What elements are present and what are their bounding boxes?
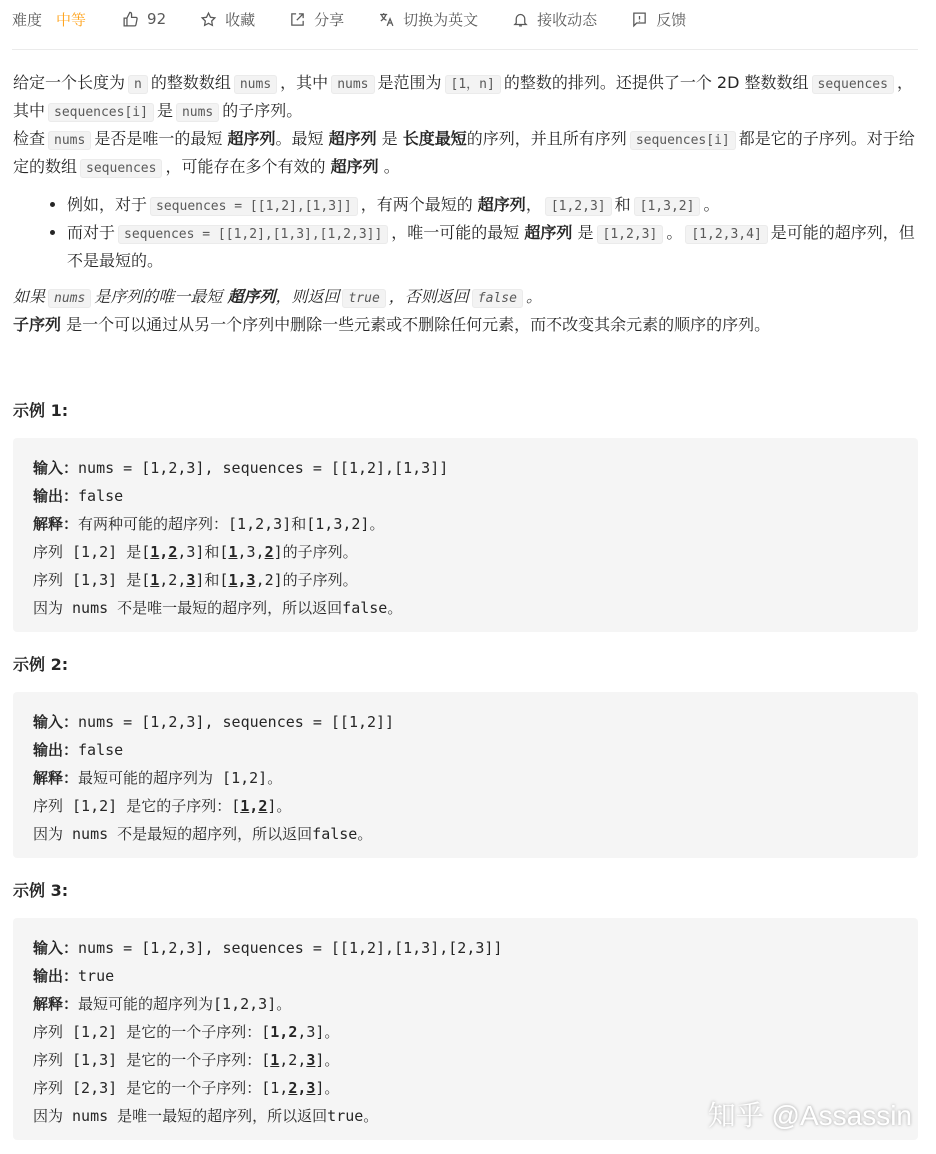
favorite-label: 收藏 — [225, 10, 256, 29]
explain-label: 解释： — [33, 769, 79, 787]
text: 。 — [666, 223, 683, 242]
text: ,3]。 — [297, 1023, 340, 1041]
text: ]。 — [315, 1051, 340, 1069]
inline-code: nums — [176, 103, 219, 122]
bold-term: 子序列 — [13, 315, 62, 334]
text: 序列 [1,2] 是它的子序列：[ — [33, 797, 241, 815]
highlight-digit: 1 — [270, 1051, 280, 1069]
inline-code: nums — [48, 131, 91, 150]
notify-button[interactable] — [512, 9, 597, 30]
output-value: false — [78, 741, 124, 759]
text: 序列 [1,2] 是它的一个子序列：[ — [33, 1023, 271, 1041]
output-label: 输出： — [33, 741, 79, 759]
text: 序列 [1,3] 是它的一个子序列：[ — [33, 1051, 271, 1069]
example-line — [33, 990, 898, 1018]
bell-icon — [512, 11, 529, 28]
inline-code: true — [342, 289, 385, 308]
example-2-title: 示例 2: — [13, 655, 69, 674]
highlight-digit: 3 — [306, 1079, 316, 1097]
inline-code: false — [472, 289, 523, 308]
highlight-digit: 2 — [258, 797, 268, 815]
bold-term: 超序列 — [524, 223, 573, 242]
example-bullets — [13, 192, 918, 274]
text: ,2, — [159, 571, 187, 589]
example-line — [33, 764, 898, 792]
text: 检查 — [13, 129, 46, 148]
text: ]的子序列。 — [273, 543, 358, 561]
subsequence-definition — [13, 312, 918, 338]
description-paragraph-2 — [13, 126, 918, 182]
text: 如果 — [13, 287, 46, 306]
text: ,3, — [237, 543, 265, 561]
text: ，可能存在多个有效的 — [165, 157, 326, 176]
explain-text: 有两种可能的超序列：[1,2,3]和[1,3,2]。 — [78, 515, 385, 533]
text: 。 — [525, 287, 542, 306]
bold-term: 超序列 — [330, 157, 379, 176]
inline-code: n — [128, 75, 148, 94]
text: , — [159, 543, 169, 561]
text: ，则返回 — [275, 287, 340, 306]
input-label: 输入： — [33, 713, 79, 731]
text: ，否则返回 — [388, 287, 469, 306]
text: , — [279, 1023, 289, 1041]
text: 是 — [577, 223, 594, 242]
bold-term: 长度最短 — [402, 129, 467, 148]
text: ,2]的子序列。 — [255, 571, 358, 589]
example-line — [33, 454, 898, 482]
text: 因为 nums 是唯一最短的超序列，所以返回true。 — [33, 1107, 379, 1125]
list-item — [67, 220, 918, 274]
highlight-digit: 2 — [168, 543, 178, 561]
explain-text: 最短可能的超序列为 [1,2]。 — [78, 769, 283, 787]
text: ]。 — [315, 1079, 340, 1097]
text: 是范围为 — [377, 73, 442, 92]
example-1-block — [13, 438, 918, 632]
difficulty-label: 难度 — [12, 10, 43, 29]
text: 给定一个长度为 — [13, 73, 126, 92]
feedback-flag-icon — [631, 11, 648, 28]
text: 例如，对于 — [67, 195, 148, 214]
inline-code: [1，n] — [445, 75, 501, 94]
highlight-digit: 1 — [270, 1023, 280, 1041]
highlight-digit: 3 — [306, 1051, 316, 1069]
text: 是 — [381, 129, 398, 148]
highlight-digit: 1 — [228, 571, 238, 589]
inline-code: [1,2,3] — [597, 225, 664, 244]
difficulty-badge: 中等 — [56, 10, 87, 29]
text: 是否是唯一的最短 — [94, 129, 223, 148]
highlight-digit: 2 — [288, 1079, 298, 1097]
text: ，其中 — [13, 73, 913, 120]
switch-language-button[interactable] — [378, 9, 478, 30]
inline-code: sequences — [80, 159, 162, 178]
example-line — [33, 482, 898, 510]
explain-label: 解释： — [33, 995, 79, 1013]
text: , — [237, 571, 247, 589]
toolbar-divider — [12, 49, 918, 50]
inline-code: sequences = [[1,2],[1,3],[1,2,3]] — [118, 225, 388, 244]
inline-code: sequences[i] — [630, 131, 736, 150]
share-button[interactable] — [289, 9, 344, 30]
text: ,3]和[ — [177, 543, 229, 561]
text: ]和[ — [195, 571, 229, 589]
like-count: 92 — [147, 10, 167, 28]
text: ，唯一可能的最短 — [391, 223, 520, 242]
inline-code: [1,2,3] — [545, 197, 612, 216]
inline-code: sequences[i] — [48, 103, 154, 122]
output-value: false — [78, 487, 124, 505]
list-item — [67, 192, 918, 220]
highlight-digit: 1 — [150, 543, 160, 561]
input-value: nums = [1,2,3], sequences = [[1,2],[1,3]] — [78, 459, 449, 477]
example-line — [33, 820, 898, 848]
text: 序列 [1,2] 是[ — [33, 543, 151, 561]
text: , — [297, 1079, 307, 1097]
example-line — [33, 708, 898, 736]
example-line — [33, 538, 898, 566]
example-line — [33, 1046, 898, 1074]
text: 的整数的排列。还提供了一个 2D 整数数组 — [503, 73, 809, 92]
text: 序列 [2,3] 是它的一个子序列：[1, — [33, 1079, 289, 1097]
highlight-digit: 3 — [246, 571, 256, 589]
text: 。最短 — [275, 129, 324, 148]
input-value: nums = [1,2,3], sequences = [[1,2]] — [78, 713, 395, 731]
share-icon — [289, 11, 306, 28]
example-3-title: 示例 3: — [13, 881, 69, 900]
switch-language-label: 切换为英文 — [403, 10, 479, 29]
text: 是可能的超序列，但不是最短的。 — [67, 223, 915, 270]
share-label: 分享 — [314, 10, 345, 29]
text: ，有两个最短的 — [360, 195, 473, 214]
example-line — [33, 566, 898, 594]
translate-icon — [378, 11, 395, 28]
text: ，其中 — [280, 73, 329, 92]
problem-toolbar — [12, 6, 918, 32]
feedback-button[interactable] — [631, 9, 686, 30]
highlight-digit: 2 — [264, 543, 274, 561]
inline-code: nums — [234, 75, 277, 94]
bold-term: 超序列 — [477, 195, 526, 214]
inline-code: [1,3,2] — [634, 197, 701, 216]
inline-code: sequences = [[1,2],[1,3]] — [150, 197, 358, 216]
text: 都是它的子序列。对于给定的数组 — [13, 129, 915, 176]
example-line — [33, 736, 898, 764]
text: , — [249, 797, 259, 815]
example-line — [33, 1018, 898, 1046]
text: ， — [525, 195, 542, 214]
bold-term: 超序列 — [227, 129, 276, 148]
text: 是一个可以通过从另一个序列中删除一些元素或不删除任何元素，而不改变其余元素的顺序的序列。 — [66, 315, 771, 334]
highlight-digit: 1 — [240, 797, 250, 815]
notify-label: 接收动态 — [537, 10, 598, 29]
input-label: 输入： — [33, 459, 79, 477]
output-label: 输出： — [33, 967, 79, 985]
example-line — [33, 934, 898, 962]
text: ]。 — [267, 797, 292, 815]
example-line — [33, 594, 898, 622]
explain-text: 最短可能的超序列为[1,2,3]。 — [78, 995, 292, 1013]
favorite-button[interactable] — [200, 9, 255, 30]
inline-code: [1,2,3,4] — [685, 225, 767, 244]
example-2-block — [13, 692, 918, 858]
text: 而对于 — [67, 223, 116, 242]
bold-term: 超序列 — [227, 287, 276, 306]
input-label: 输入： — [33, 939, 79, 957]
watermark: 知乎 @Assassin — [707, 1100, 912, 1131]
example-line — [33, 792, 898, 820]
text: 因为 nums 不是唯一最短的超序列，所以返回false。 — [33, 599, 403, 617]
text: 。 — [383, 157, 400, 176]
star-icon — [200, 11, 217, 28]
like-button[interactable] — [122, 10, 166, 28]
feedback-label: 反馈 — [656, 10, 687, 29]
output-value: true — [78, 967, 115, 985]
text: 。 — [703, 195, 720, 214]
text: 的整数数组 — [150, 73, 231, 92]
explain-label: 解释： — [33, 515, 79, 533]
problem-description — [13, 70, 918, 1140]
example-line — [33, 510, 898, 538]
inline-code: nums — [331, 75, 374, 94]
highlight-digit: 1 — [150, 571, 160, 589]
inline-code: nums — [48, 289, 91, 308]
text: 是序列的唯一最短 — [94, 287, 223, 306]
text: 和 — [614, 195, 631, 214]
highlight-digit: 1 — [228, 543, 238, 561]
text: ,2, — [279, 1051, 307, 1069]
bold-term: 超序列 — [328, 129, 377, 148]
example-line — [33, 962, 898, 990]
text: 是 — [156, 101, 173, 120]
highlight-digit: 2 — [288, 1023, 298, 1041]
text: 的序列，并且所有序列 — [466, 129, 627, 148]
input-value: nums = [1,2,3], sequences = [[1,2],[1,3],[2,3]] — [78, 939, 503, 957]
return-condition-note — [13, 284, 918, 312]
output-label: 输出： — [33, 487, 79, 505]
example-1-title: 示例 1: — [13, 401, 69, 420]
highlight-digit: 3 — [186, 571, 196, 589]
description-paragraph-1 — [13, 70, 918, 126]
thumbs-up-icon — [122, 11, 139, 28]
text: 因为 nums 不是最短的超序列，所以返回false。 — [33, 825, 373, 843]
text: 序列 [1,3] 是[ — [33, 571, 151, 589]
text: 的子序列。 — [222, 101, 303, 120]
inline-code: sequences — [812, 75, 894, 94]
